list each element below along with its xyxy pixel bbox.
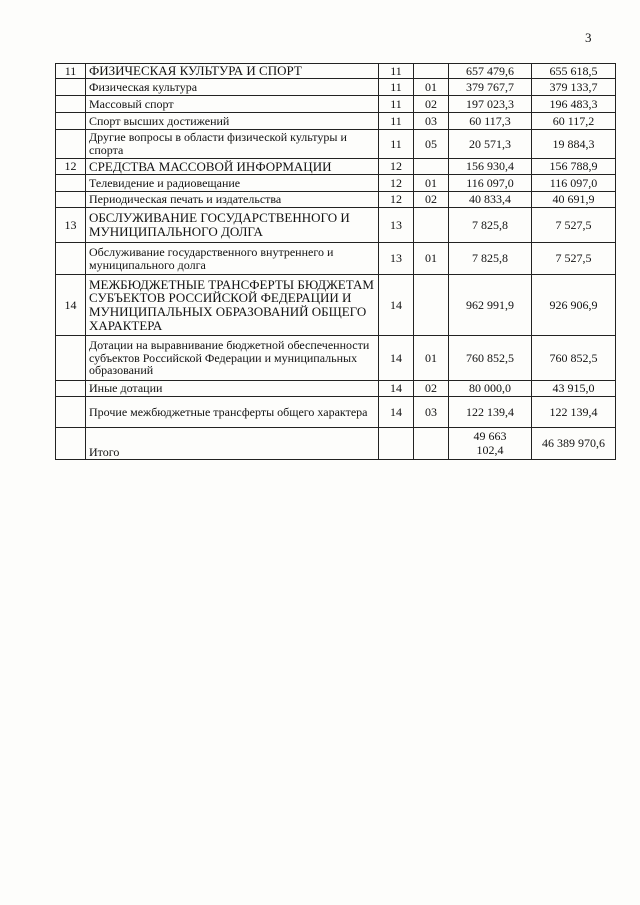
- budget-table: [55, 63, 616, 460]
- table-row: [56, 96, 616, 113]
- table-row: [56, 175, 616, 192]
- table-row: [56, 79, 616, 96]
- row-section: 11: [379, 64, 414, 79]
- row-subsection: 01: [414, 79, 449, 96]
- row-subsection: [414, 208, 449, 243]
- row-number: 14: [56, 275, 86, 336]
- table-row: [56, 208, 616, 243]
- row-subsection: 03: [414, 113, 449, 130]
- row-subsection: 02: [414, 381, 449, 397]
- table-row: [56, 64, 616, 79]
- row-value-1: 156 930,4: [449, 159, 532, 175]
- row-value-2: 122 139,4: [532, 397, 616, 428]
- row-subsection: 02: [414, 192, 449, 208]
- total-label: Итого: [86, 428, 379, 460]
- table-row: [56, 192, 616, 208]
- table-row: [56, 381, 616, 397]
- row-value-1: 7 825,8: [449, 243, 532, 275]
- row-name: МЕЖБЮДЖЕТНЫЕ ТРАНСФЕРТЫ БЮДЖЕТАМ СУБЪЕКТОВ РОССИЙСКОЙ ФЕДЕРАЦИИ И МУНИЦИПАЛЬНЫХ ОБРАЗОВАНИЙ ОБЩЕГО ХАРАКТЕРА: [86, 275, 379, 336]
- row-name: Иные дотации: [86, 381, 379, 397]
- table-row: [56, 243, 616, 275]
- row-value-2: 116 097,0: [532, 175, 616, 192]
- row-section: 14: [379, 397, 414, 428]
- row-section: 14: [379, 381, 414, 397]
- row-value-2: 60 117,2: [532, 113, 616, 130]
- row-section: 13: [379, 243, 414, 275]
- page-number: 3: [585, 30, 592, 45]
- row-value-1: 760 852,5: [449, 336, 532, 381]
- row-number: [56, 243, 86, 275]
- row-value-1: 40 833,4: [449, 192, 532, 208]
- row-value-2: 926 906,9: [532, 275, 616, 336]
- row-number: [56, 428, 86, 460]
- row-subsection: [414, 159, 449, 175]
- row-subsection: [414, 275, 449, 336]
- row-number: 13: [56, 208, 86, 243]
- total-value-2: 46 389 970,6: [532, 428, 616, 460]
- row-section: 12: [379, 192, 414, 208]
- row-name: ОБСЛУЖИВАНИЕ ГОСУДАРСТВЕННОГО И МУНИЦИПАЛЬНОГО ДОЛГА: [86, 208, 379, 243]
- row-name: Обслуживание государственного внутреннего и муниципального долга: [86, 243, 379, 275]
- row-subsection: [414, 64, 449, 79]
- row-section: 14: [379, 275, 414, 336]
- table-row: [56, 275, 616, 336]
- row-name: Дотации на выравнивание бюджетной обеспеченности субъектов Российской Федерации и муниципальных образований: [86, 336, 379, 381]
- table-row: [56, 397, 616, 428]
- row-value-1: 7 825,8: [449, 208, 532, 243]
- table-row: [56, 159, 616, 175]
- row-section: 11: [379, 79, 414, 96]
- row-name: Прочие межбюджетные трансферты общего характера: [86, 397, 379, 428]
- row-number: [56, 381, 86, 397]
- row-subsection: 02: [414, 96, 449, 113]
- row-number: [56, 336, 86, 381]
- row-section: 14: [379, 336, 414, 381]
- row-value-1: 20 571,3: [449, 130, 532, 159]
- row-section: 13: [379, 208, 414, 243]
- row-name: Телевидение и радиовещание: [86, 175, 379, 192]
- row-value-1: 379 767,7: [449, 79, 532, 96]
- row-number: [56, 113, 86, 130]
- row-number: [56, 175, 86, 192]
- row-name: Физическая культура: [86, 79, 379, 96]
- row-name: Спорт высших достижений: [86, 113, 379, 130]
- row-number: [56, 130, 86, 159]
- row-section: 12: [379, 175, 414, 192]
- table-row-total: [56, 428, 616, 460]
- row-number: [56, 96, 86, 113]
- row-value-1: 122 139,4: [449, 397, 532, 428]
- row-value-2: 43 915,0: [532, 381, 616, 397]
- row-number: 12: [56, 159, 86, 175]
- row-subsection: 03: [414, 397, 449, 428]
- table-row: [56, 130, 616, 159]
- row-value-2: 7 527,5: [532, 208, 616, 243]
- row-number: 11: [56, 64, 86, 79]
- row-name: СРЕДСТВА МАССОВОЙ ИНФОРМАЦИИ: [86, 159, 379, 175]
- row-section: 11: [379, 113, 414, 130]
- row-subsection: 05: [414, 130, 449, 159]
- row-number: [56, 79, 86, 96]
- row-value-2: 655 618,5: [532, 64, 616, 79]
- row-value-2: 19 884,3: [532, 130, 616, 159]
- row-value-2: 156 788,9: [532, 159, 616, 175]
- table-row: [56, 113, 616, 130]
- row-value-1: 197 023,3: [449, 96, 532, 113]
- row-value-1: 116 097,0: [449, 175, 532, 192]
- total-value-1: 49 663 102,4: [449, 428, 532, 460]
- row-section: 12: [379, 159, 414, 175]
- row-value-2: 196 483,3: [532, 96, 616, 113]
- row-name: ФИЗИЧЕСКАЯ КУЛЬТУРА И СПОРТ: [86, 64, 379, 79]
- row-value-2: 7 527,5: [532, 243, 616, 275]
- row-name: Другие вопросы в области физической культуры и спорта: [86, 130, 379, 159]
- row-subsection: 01: [414, 243, 449, 275]
- row-name: Периодическая печать и издательства: [86, 192, 379, 208]
- row-section: [379, 428, 414, 460]
- row-value-1: 80 000,0: [449, 381, 532, 397]
- row-section: 11: [379, 130, 414, 159]
- table-row: [56, 336, 616, 381]
- row-section: 11: [379, 96, 414, 113]
- row-value-2: 40 691,9: [532, 192, 616, 208]
- row-subsection: [414, 428, 449, 460]
- row-subsection: 01: [414, 336, 449, 381]
- row-number: [56, 397, 86, 428]
- row-number: [56, 192, 86, 208]
- row-value-1: 60 117,3: [449, 113, 532, 130]
- row-value-2: 760 852,5: [532, 336, 616, 381]
- row-name: Массовый спорт: [86, 96, 379, 113]
- row-value-1: 657 479,6: [449, 64, 532, 79]
- row-value-2: 379 133,7: [532, 79, 616, 96]
- row-value-1: 962 991,9: [449, 275, 532, 336]
- row-subsection: 01: [414, 175, 449, 192]
